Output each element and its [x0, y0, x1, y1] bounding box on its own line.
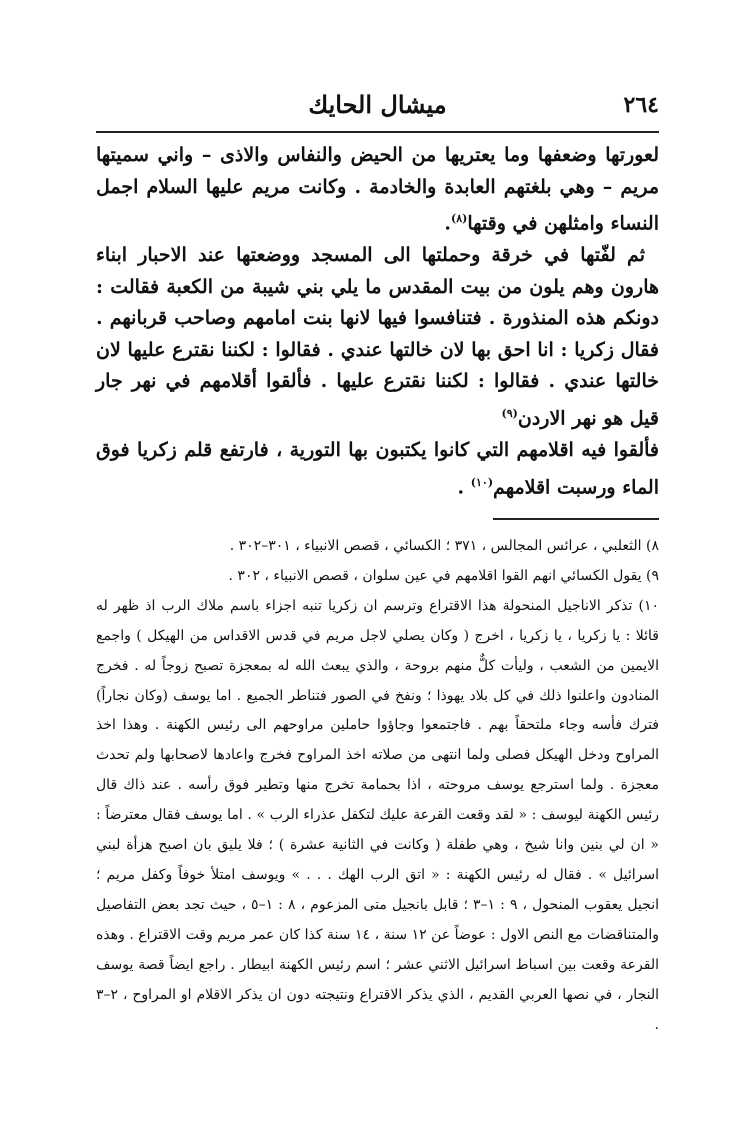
note-ref: (٨) [450, 212, 468, 226]
page-number: ٢٦٤ [623, 92, 659, 118]
header-rule [96, 131, 659, 133]
page-header [96, 90, 659, 130]
note-ref: (١٠) [470, 475, 494, 489]
note-ref: (٩) [501, 407, 518, 421]
footnote: ٨) الثعلبي ، عرائس المجالس ، ٣٧١ ؛ الكسائي ، قصص الانبياء ، ٣٠١–٣٠٢ . [229, 538, 659, 554]
footnotes [96, 532, 659, 1040]
footnote: ١٠) تذكر الاناجيل المنحولة هذا الاقتراع وترسم ان زكريا تنبه اجزاء باسم ملاك الرب اذ ظهر له قائلا : يا زكريا ، يا زكريا ، اخرج ( وكان يصلي لاجل مريم في قدس الاقداس من الهيكل ) واجمع الايمين من الشعب ، وليأت كلٌّ منهم بروحة ، والذي يبعث الله له بمعجزة تصبح زوجاً له . فخرج المنادون واعلنوا ذلك في كل بلاد يهوذا ؛ ونفخ في الصور فتناطر الجميع . اما يوسف (وكان نجاراً) فترك فأسه وجاء ملتحقاً بهم . فاجتمعوا وجاؤوا حاملين مراوحهم الى رئيس الكهنة . وهذا اخذ المراوح ودخل الهيكل فصلى ولما انتهى من صلاته اخذ المراوح فخرج واعادها لاصحابها ولم تحدث معجزة . ولما استرجع يوسف مروحته ، اذا بحمامة تخرج منها وتطير فوق رأسه . عند ذاك قال رئيس الكهنة ليوسف : « لقد وقعت القرعة عليك لتكفل عذراء الرب » . اما يوسف فقال معترضاً : « ان لي بنين وانا شيخ ، وهي طفلة ( وكانت في الثانية عشرة ) ؛ فلا يليق بان اصبح هزأة لبني اسرائيل » . فقال له رئيس الكهنة : « اتق الرب الهك . . . » ويوسف امتلأ خوفاً وكفل مريم ؛ انجيل يعقوب المنحول ، ٩ : ١–٣ ؛ قابل بانجيل متى المزعوم ، ٨ : ١–٥ ، حيث تجد بعض التفاصيل والمتناقضات مع النص الاول : عوضاً عن ١٢ سنة ، ١٤ سنة كذا كان عمر مريم وقت الاقتراع . وهذه القرعة وقعت بين اسباط اسرائيل الاثني عشر ؛ اسم رئيس الكهنة ابيطار . راجع ايضاً قصة يوسف النجار ، في نصها العربي القديم ، الذي يذكر الاقتراع ونتيجته دون ان يذكر الاقلام او المراوح ، ٢–٣ . [96, 597, 660, 1033]
footnote-rule [493, 518, 659, 520]
paragraph: لعورتها وضعفها وما يعتريها من الحيض والنفاس والاذى – واني سميتها مريم – وهي بلغتهم العابدة والخادمة . وكانت مريم عليها السلام اجمل النساء وامثلهن في وقتها$^{(٨)}$. [96, 144, 659, 235]
paragraph: ثم لفّتها في خرقة وحملتها الى المسجد ووضعتها عند الاحبار ابناء هارون وهم يلون من بيت المقدس ما يلي بني شيبة من الكعبة فقالت : دونكم هذه المنذورة . فتنافسوا فيها لانها بنت امامهم وصاحب قربانهم . فقال زكريا : انا احق بها لان خالتها عندي . فقالوا : لكننا نقترع عليها لان خالتها عندي . فقالوا : لكننا نقترع عليها . فألقوا أقلامهم في نهر جار قيل هو نهر الاردن$^{(٩)}$ [96, 244, 659, 430]
running-title: ميشال الحايك [308, 90, 447, 119]
footnote: ٩) يقول الكسائي انهم القوا اقلامهم في عين سلوان ، قصص الانبياء ، ٣٠٢ . [228, 567, 659, 584]
paragraph: فألقوا فيه اقلامهم التي كانوا يكتبون بها التورية ، فارتفع قلم زكريا فوق الماء ورسبت اقلامهم$^{(١٠)}$ . [96, 439, 659, 498]
main-text [96, 140, 659, 504]
